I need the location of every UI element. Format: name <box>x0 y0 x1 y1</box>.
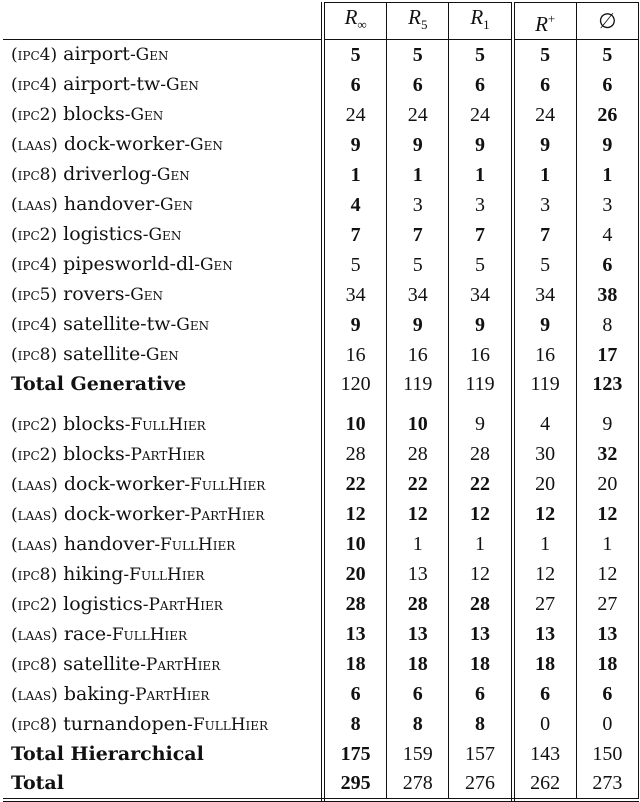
header-r1: $R_1$ <box>449 3 513 40</box>
header-empty-set: ∅ <box>576 3 638 40</box>
value-cell: 9 <box>387 130 449 160</box>
value-cell: 9 <box>513 130 577 160</box>
value-cell: 6 <box>576 680 638 710</box>
value-cell: 4 <box>513 410 577 440</box>
value-cell: 17 <box>576 340 638 370</box>
value-cell: 119 <box>449 370 513 399</box>
domain-label <box>3 410 323 440</box>
value-cell: 9 <box>449 310 513 340</box>
source-prefix: (laas) <box>11 624 58 645</box>
value-cell: 6 <box>449 70 513 100</box>
domain-variant: -Gen <box>184 135 223 156</box>
table-row <box>3 130 639 160</box>
table-row <box>3 440 639 470</box>
domain-variant: -PartHier <box>124 444 205 465</box>
value-cell: 34 <box>513 280 577 310</box>
table-row <box>3 650 639 680</box>
value-cell: 16 <box>449 340 513 370</box>
domain-variant: -FullHier <box>124 414 206 435</box>
value-cell: 6 <box>387 70 449 100</box>
value-cell: 8 <box>323 710 387 740</box>
value-cell: 26 <box>576 100 638 130</box>
domain-variant: -Gen <box>160 75 199 96</box>
value-cell: 1 <box>387 530 449 560</box>
value-cell: 262 <box>513 769 577 800</box>
domain-variant: -Gen <box>124 105 164 126</box>
domain-name: pipesworld-dl <box>57 253 195 276</box>
source-prefix: (ipc8) <box>11 654 58 675</box>
domain-name: dock-worker <box>57 133 185 156</box>
domain-name: blocks <box>57 412 125 435</box>
domain-variant: -PartHier <box>140 654 221 675</box>
value-cell: 13 <box>449 620 513 650</box>
value-cell: 13 <box>387 620 449 650</box>
table-row <box>3 470 639 500</box>
domain-variant: -PartHier <box>142 594 223 615</box>
value-cell: 5 <box>387 40 449 71</box>
value-cell: 7 <box>449 220 513 250</box>
domain-variant: -FullHier <box>154 534 236 555</box>
value-cell: 7 <box>513 220 577 250</box>
value-cell: 5 <box>513 40 577 71</box>
value-cell: 295 <box>323 769 387 800</box>
value-cell: 12 <box>576 560 638 590</box>
value-cell: 1 <box>323 160 387 190</box>
table-row <box>3 710 639 740</box>
domain-variant: -PartHier <box>184 504 265 525</box>
domain-name: race <box>57 622 107 645</box>
value-cell: 6 <box>576 250 638 280</box>
value-cell: 20 <box>323 560 387 590</box>
value-cell: 27 <box>576 590 638 620</box>
domain-name: satellite <box>57 343 141 366</box>
value-cell: 0 <box>513 710 577 740</box>
domain-label <box>3 250 323 280</box>
value-cell: 3 <box>387 190 449 220</box>
value-cell: 9 <box>323 130 387 160</box>
source-prefix: (ipc8) <box>11 714 58 735</box>
value-cell: 5 <box>576 40 638 71</box>
value-cell: 9 <box>576 130 638 160</box>
value-cell: 34 <box>449 280 513 310</box>
value-cell: 5 <box>513 250 577 280</box>
table-row <box>3 220 639 250</box>
source-prefix: (laas) <box>11 135 58 156</box>
value-cell: 22 <box>323 470 387 500</box>
value-cell: 8 <box>387 710 449 740</box>
value-cell: 22 <box>387 470 449 500</box>
domain-label <box>3 650 323 680</box>
domain-label <box>3 440 323 470</box>
value-cell: 10 <box>323 410 387 440</box>
value-cell: 143 <box>513 740 577 769</box>
source-prefix: (ipc8) <box>11 345 58 366</box>
domain-label <box>3 130 323 160</box>
table-body <box>3 40 639 801</box>
table-row <box>3 620 639 650</box>
domain-variant: -Gen <box>142 225 182 246</box>
value-cell: 16 <box>323 340 387 370</box>
value-cell: 3 <box>576 190 638 220</box>
value-cell: 13 <box>576 620 638 650</box>
value-cell: 13 <box>323 620 387 650</box>
value-cell: 28 <box>449 440 513 470</box>
value-cell: 6 <box>513 70 577 100</box>
section-gap <box>3 400 639 410</box>
value-cell: 5 <box>449 250 513 280</box>
total-label: Total Generative <box>3 370 323 399</box>
value-cell: 18 <box>576 650 638 680</box>
domain-label <box>3 70 323 100</box>
value-cell: 12 <box>449 560 513 590</box>
value-cell: 1 <box>576 530 638 560</box>
value-cell: 10 <box>323 530 387 560</box>
domain-label <box>3 710 323 740</box>
domain-variant: -FullHier <box>123 564 205 585</box>
table-row <box>3 560 639 590</box>
value-cell: 1 <box>513 530 577 560</box>
value-cell: 12 <box>576 500 638 530</box>
value-cell: 175 <box>323 740 387 769</box>
table-row <box>3 100 639 130</box>
value-cell: 10 <box>387 410 449 440</box>
domain-name: logistics <box>57 223 143 246</box>
domain-variant: -Gen <box>124 285 164 306</box>
domain-label <box>3 620 323 650</box>
value-cell: 9 <box>449 130 513 160</box>
domain-variant: -FullHier <box>187 714 269 735</box>
value-cell: 1 <box>449 160 513 190</box>
value-cell: 8 <box>576 310 638 340</box>
value-cell: 12 <box>323 500 387 530</box>
value-cell: 27 <box>513 590 577 620</box>
domain-variant: -Gen <box>129 45 169 66</box>
value-cell: 13 <box>387 560 449 590</box>
domain-variant: -Gen <box>140 345 179 366</box>
source-prefix: (ipc5) <box>11 285 58 306</box>
source-prefix: (ipc2) <box>11 105 58 126</box>
source-prefix: (laas) <box>11 534 58 555</box>
source-prefix: (ipc2) <box>11 414 58 435</box>
domain-label <box>3 280 323 310</box>
value-cell: 12 <box>513 500 577 530</box>
source-prefix: (ipc4) <box>11 315 58 336</box>
value-cell: 1 <box>576 160 638 190</box>
value-cell: 24 <box>323 100 387 130</box>
domain-label <box>3 560 323 590</box>
source-prefix: (ipc2) <box>11 225 58 246</box>
table-row <box>3 160 639 190</box>
value-cell: 28 <box>449 590 513 620</box>
source-prefix: (laas) <box>11 195 58 216</box>
source-prefix: (ipc4) <box>11 75 58 96</box>
value-cell: 12 <box>387 500 449 530</box>
source-prefix: (laas) <box>11 474 58 495</box>
value-cell: 24 <box>387 100 449 130</box>
value-cell: 20 <box>513 470 577 500</box>
source-prefix: (ipc2) <box>11 444 58 465</box>
header-r-infinity: $R_\infty$ <box>323 3 387 40</box>
value-cell: 16 <box>387 340 449 370</box>
value-cell: 5 <box>323 250 387 280</box>
value-cell: 7 <box>387 220 449 250</box>
value-cell: 28 <box>323 590 387 620</box>
value-cell: 12 <box>449 500 513 530</box>
domain-name: satellite-tw <box>57 313 171 336</box>
value-cell: 6 <box>449 680 513 710</box>
domain-label <box>3 310 323 340</box>
value-cell: 9 <box>387 310 449 340</box>
domain-name: driverlog <box>57 163 152 186</box>
value-cell: 123 <box>576 370 638 399</box>
domain-name: blocks <box>57 442 125 465</box>
total-label: Total Hierarchical <box>3 740 323 769</box>
value-cell: 18 <box>323 650 387 680</box>
value-cell: 159 <box>387 740 449 769</box>
value-cell: 28 <box>387 440 449 470</box>
table-row <box>3 40 639 71</box>
value-cell: 13 <box>513 620 577 650</box>
source-prefix: (ipc8) <box>11 564 58 585</box>
domain-label <box>3 500 323 530</box>
source-prefix: (ipc4) <box>11 255 58 276</box>
domain-name: handover <box>57 193 155 216</box>
domain-label <box>3 470 323 500</box>
value-cell: 4 <box>576 220 638 250</box>
domain-name: logistics <box>57 592 143 615</box>
domain-label <box>3 190 323 220</box>
value-cell: 150 <box>576 740 638 769</box>
value-cell: 28 <box>323 440 387 470</box>
value-cell: 20 <box>576 470 638 500</box>
domain-label <box>3 100 323 130</box>
results-table <box>3 2 639 802</box>
value-cell: 5 <box>449 40 513 71</box>
value-cell: 34 <box>323 280 387 310</box>
value-cell: 24 <box>513 100 577 130</box>
value-cell: 12 <box>513 560 577 590</box>
domain-name: airport <box>57 43 130 66</box>
table-row <box>3 410 639 440</box>
value-cell: 18 <box>513 650 577 680</box>
value-cell: 276 <box>449 769 513 800</box>
header-domain <box>3 3 323 40</box>
table-row <box>3 500 639 530</box>
value-cell: 157 <box>449 740 513 769</box>
value-cell: 9 <box>323 310 387 340</box>
total-row <box>3 769 639 800</box>
domain-name: baking <box>57 682 130 705</box>
table-row <box>3 250 639 280</box>
table-row <box>3 280 639 310</box>
domain-variant: -PartHier <box>129 684 210 705</box>
domain-label <box>3 530 323 560</box>
source-prefix: (laas) <box>11 684 58 705</box>
domain-name: airport-tw <box>57 73 161 96</box>
value-cell: 9 <box>513 310 577 340</box>
source-prefix: (ipc2) <box>11 594 58 615</box>
header-r5: $R_5$ <box>387 3 449 40</box>
header-row <box>3 3 639 40</box>
domain-label <box>3 340 323 370</box>
value-cell: 6 <box>323 680 387 710</box>
domain-name: rovers <box>57 283 125 306</box>
total-row <box>3 370 639 399</box>
value-cell: 4 <box>323 190 387 220</box>
domain-label <box>3 680 323 710</box>
table-row <box>3 340 639 370</box>
domain-variant: -Gen <box>151 165 190 186</box>
domain-variant: -Gen <box>170 315 210 336</box>
value-cell: 0 <box>576 710 638 740</box>
total-label: Total <box>3 769 323 800</box>
total-row <box>3 740 639 769</box>
value-cell: 278 <box>387 769 449 800</box>
domain-name: hiking <box>57 562 124 585</box>
table-row <box>3 190 639 220</box>
value-cell: 119 <box>387 370 449 399</box>
value-cell: 32 <box>576 440 638 470</box>
value-cell: 16 <box>513 340 577 370</box>
value-cell: 22 <box>449 470 513 500</box>
value-cell: 119 <box>513 370 577 399</box>
value-cell: 24 <box>449 100 513 130</box>
value-cell: 8 <box>449 710 513 740</box>
value-cell: 9 <box>449 410 513 440</box>
value-cell: 5 <box>387 250 449 280</box>
domain-variant: -Gen <box>154 195 193 216</box>
value-cell: 7 <box>323 220 387 250</box>
value-cell: 28 <box>387 590 449 620</box>
domain-variant: -FullHier <box>106 624 188 645</box>
domain-variant: -FullHier <box>184 474 266 495</box>
source-prefix: (laas) <box>11 504 58 525</box>
value-cell: 6 <box>513 680 577 710</box>
source-prefix: (ipc8) <box>11 165 58 186</box>
value-cell: 1 <box>513 160 577 190</box>
domain-variant: -Gen <box>194 255 233 276</box>
domain-name: blocks <box>57 103 125 126</box>
domain-label <box>3 160 323 190</box>
domain-name: turnandopen <box>57 712 188 735</box>
value-cell: 9 <box>576 410 638 440</box>
domain-label <box>3 220 323 250</box>
table-row <box>3 680 639 710</box>
value-cell: 1 <box>387 160 449 190</box>
value-cell: 1 <box>449 530 513 560</box>
value-cell: 18 <box>449 650 513 680</box>
value-cell: 38 <box>576 280 638 310</box>
domain-label <box>3 590 323 620</box>
value-cell: 6 <box>387 680 449 710</box>
value-cell: 6 <box>576 70 638 100</box>
value-cell: 6 <box>323 70 387 100</box>
value-cell: 273 <box>576 769 638 800</box>
value-cell: 5 <box>323 40 387 71</box>
value-cell: 30 <box>513 440 577 470</box>
table-row <box>3 70 639 100</box>
value-cell: 18 <box>387 650 449 680</box>
source-prefix: (ipc4) <box>11 45 58 66</box>
table-row <box>3 310 639 340</box>
domain-name: dock-worker <box>57 472 185 495</box>
domain-label <box>3 40 323 71</box>
table-row <box>3 530 639 560</box>
domain-name: satellite <box>57 652 141 675</box>
value-cell: 34 <box>387 280 449 310</box>
value-cell: 3 <box>449 190 513 220</box>
header-r-plus: R+ <box>513 3 577 40</box>
value-cell: 3 <box>513 190 577 220</box>
domain-name: handover <box>57 532 155 555</box>
table-row <box>3 590 639 620</box>
value-cell: 120 <box>323 370 387 399</box>
domain-name: dock-worker <box>57 502 185 525</box>
